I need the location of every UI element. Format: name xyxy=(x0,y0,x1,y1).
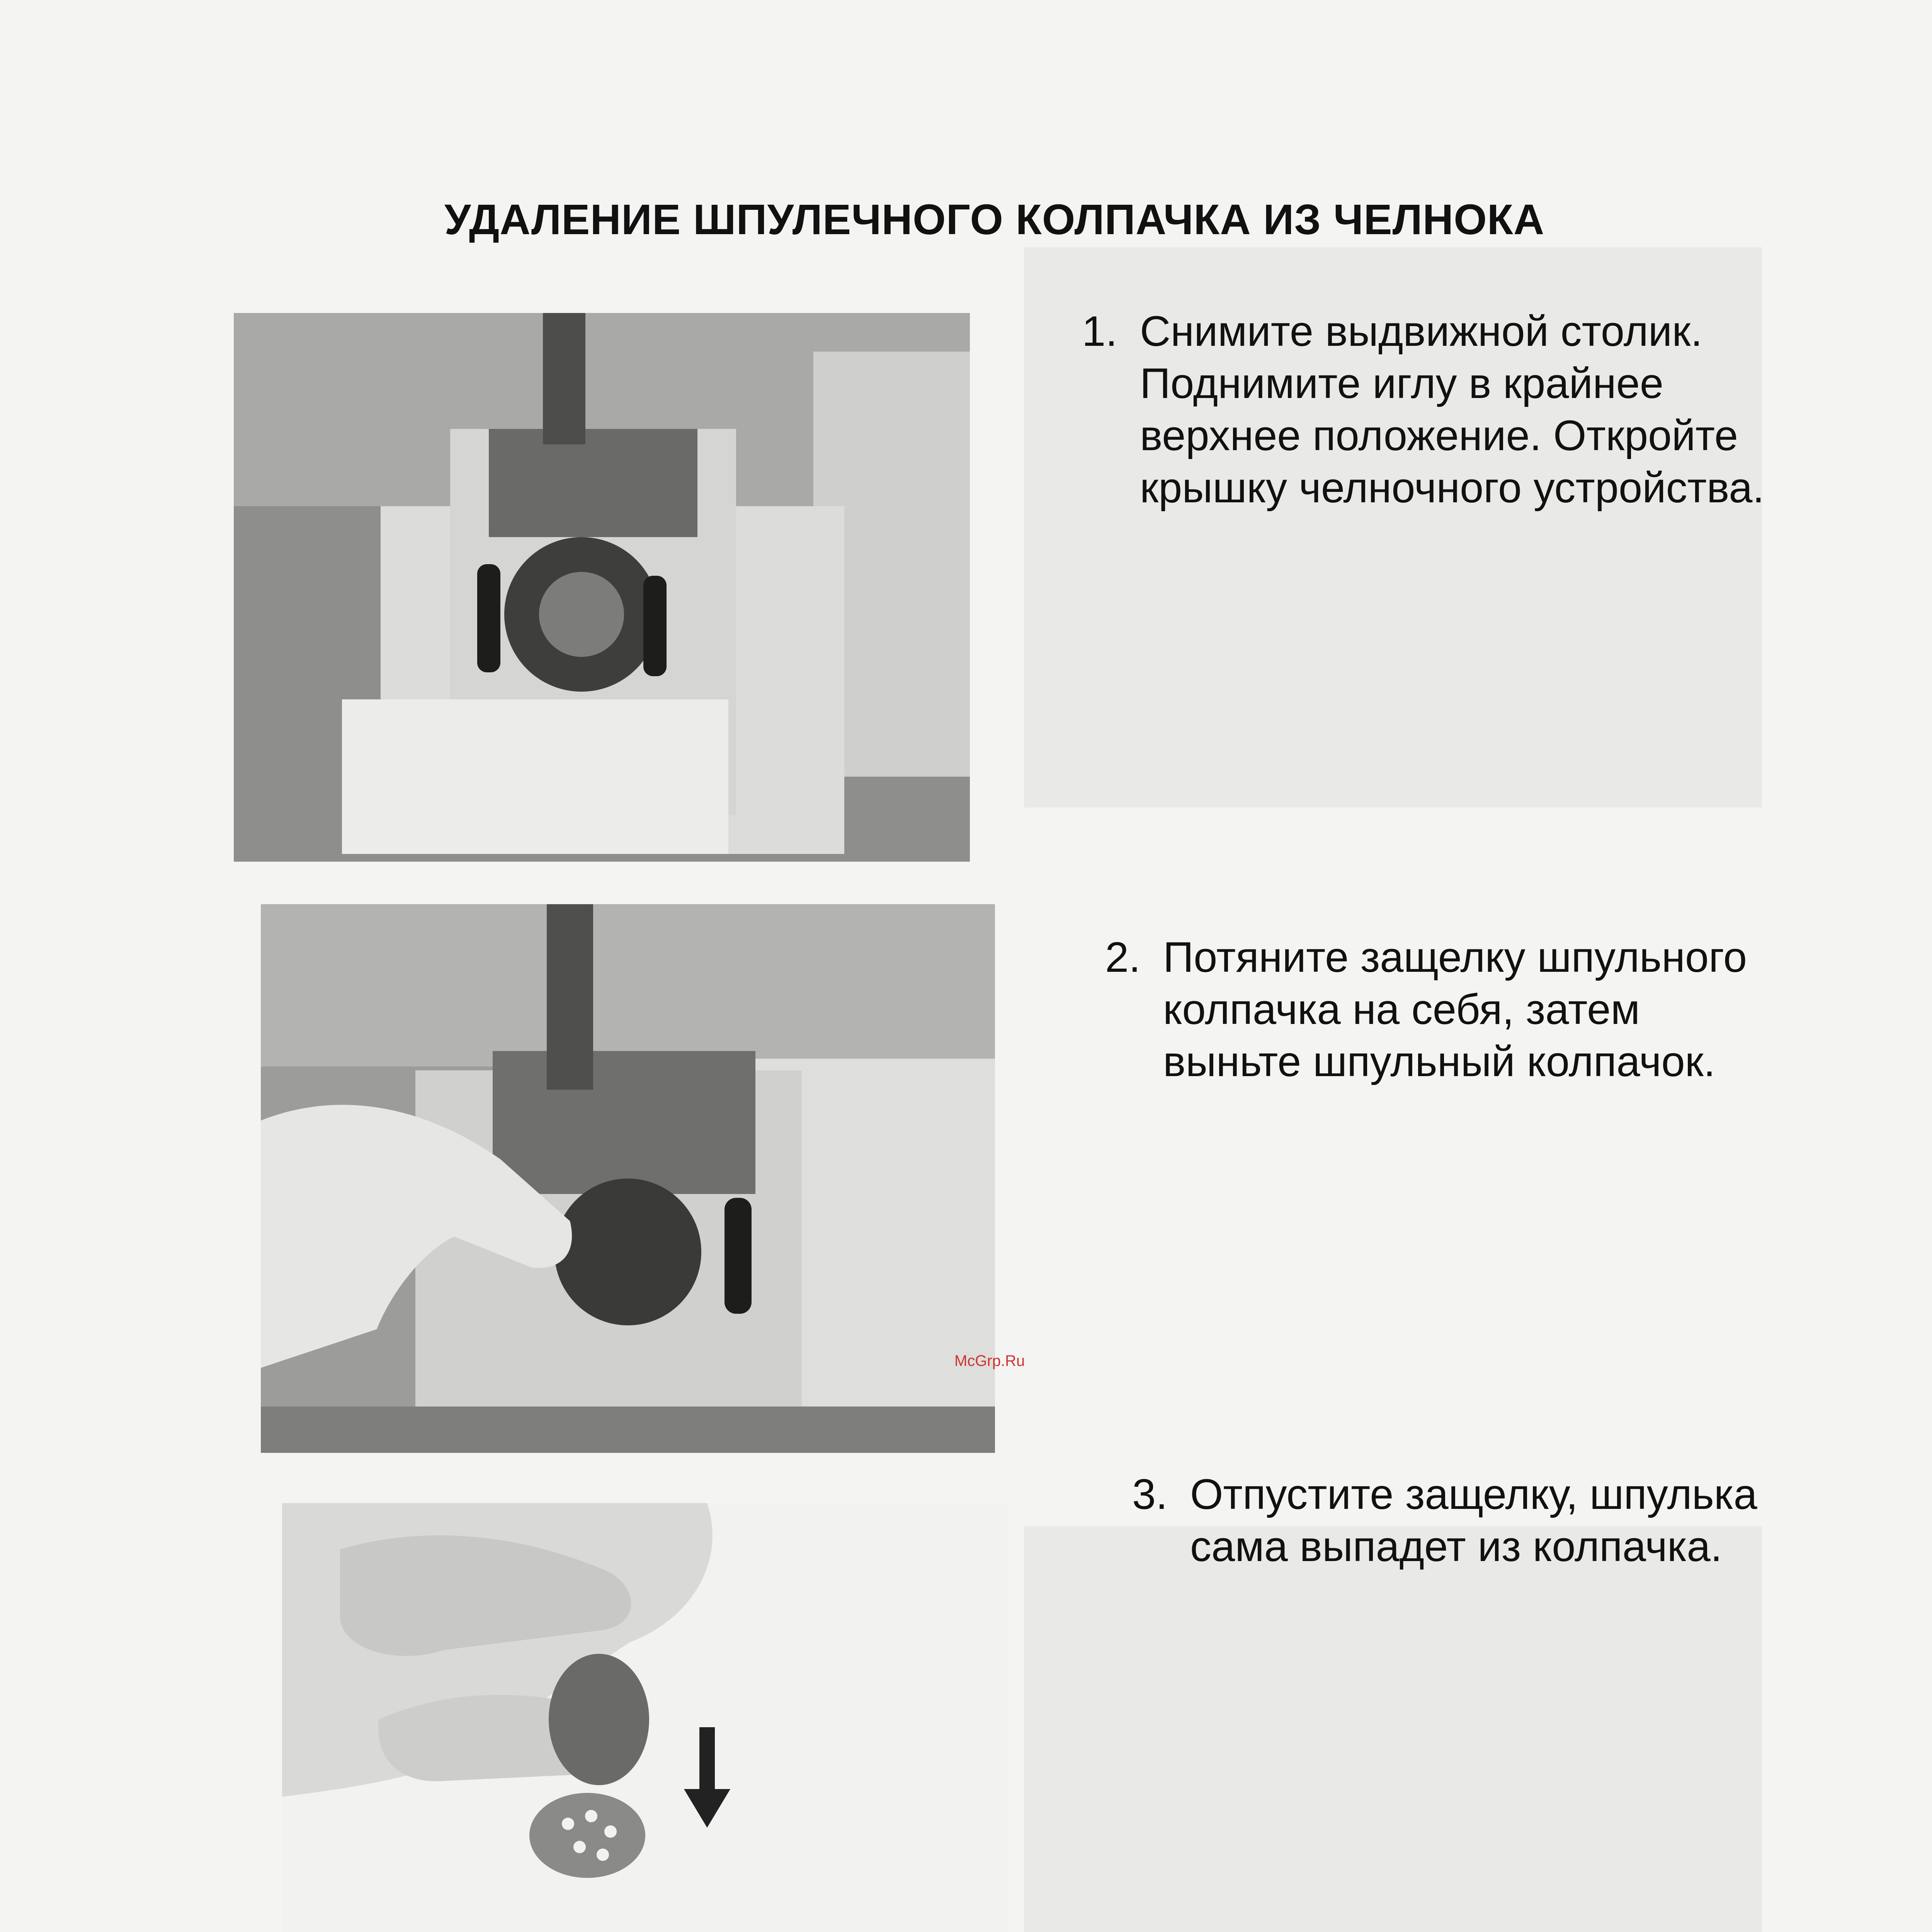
step-2-line-1: Потяните защелку шпульного xyxy=(1163,934,1747,981)
photo-pull-bobbin-case xyxy=(261,904,995,1453)
watermark: McGrp.Ru xyxy=(954,1352,1025,1369)
step-1 xyxy=(1082,305,1764,514)
step-1-number: 1. xyxy=(1082,308,1117,355)
photo-open-hook-cover xyxy=(234,313,970,862)
step-3 xyxy=(1132,1468,1757,1573)
step-3-line-1: Отпустите защелку, шпулька xyxy=(1190,1471,1757,1518)
step-3-line-2: сама выпадет из колпачка. xyxy=(1190,1523,1723,1570)
step-1-line-3: верхнее положение. Откройте xyxy=(1140,412,1738,459)
step-3-number: 3. xyxy=(1132,1471,1168,1518)
step-1-line-4: крышку челночного устройства. xyxy=(1140,464,1765,512)
step-2-line-2: колпачка на себя, затем xyxy=(1163,986,1640,1033)
page-title: УДАЛЕНИЕ ШПУЛЕЧНОГО КОЛПАЧКА ИЗ ЧЕЛНОКА xyxy=(444,196,1545,243)
photo-bobbin-falls-out xyxy=(282,1503,1009,1932)
step-2-number: 2. xyxy=(1105,934,1141,981)
step-1-line-2: Поднимите иглу в крайнее xyxy=(1140,360,1664,407)
step-1-line-1: Снимите выдвижной столик. xyxy=(1140,308,1702,355)
step-2 xyxy=(1105,931,1747,1088)
scan-shading-right-lower xyxy=(1024,1526,1762,1932)
step-2-line-3: выньте шпульный колпачок. xyxy=(1163,1038,1716,1085)
